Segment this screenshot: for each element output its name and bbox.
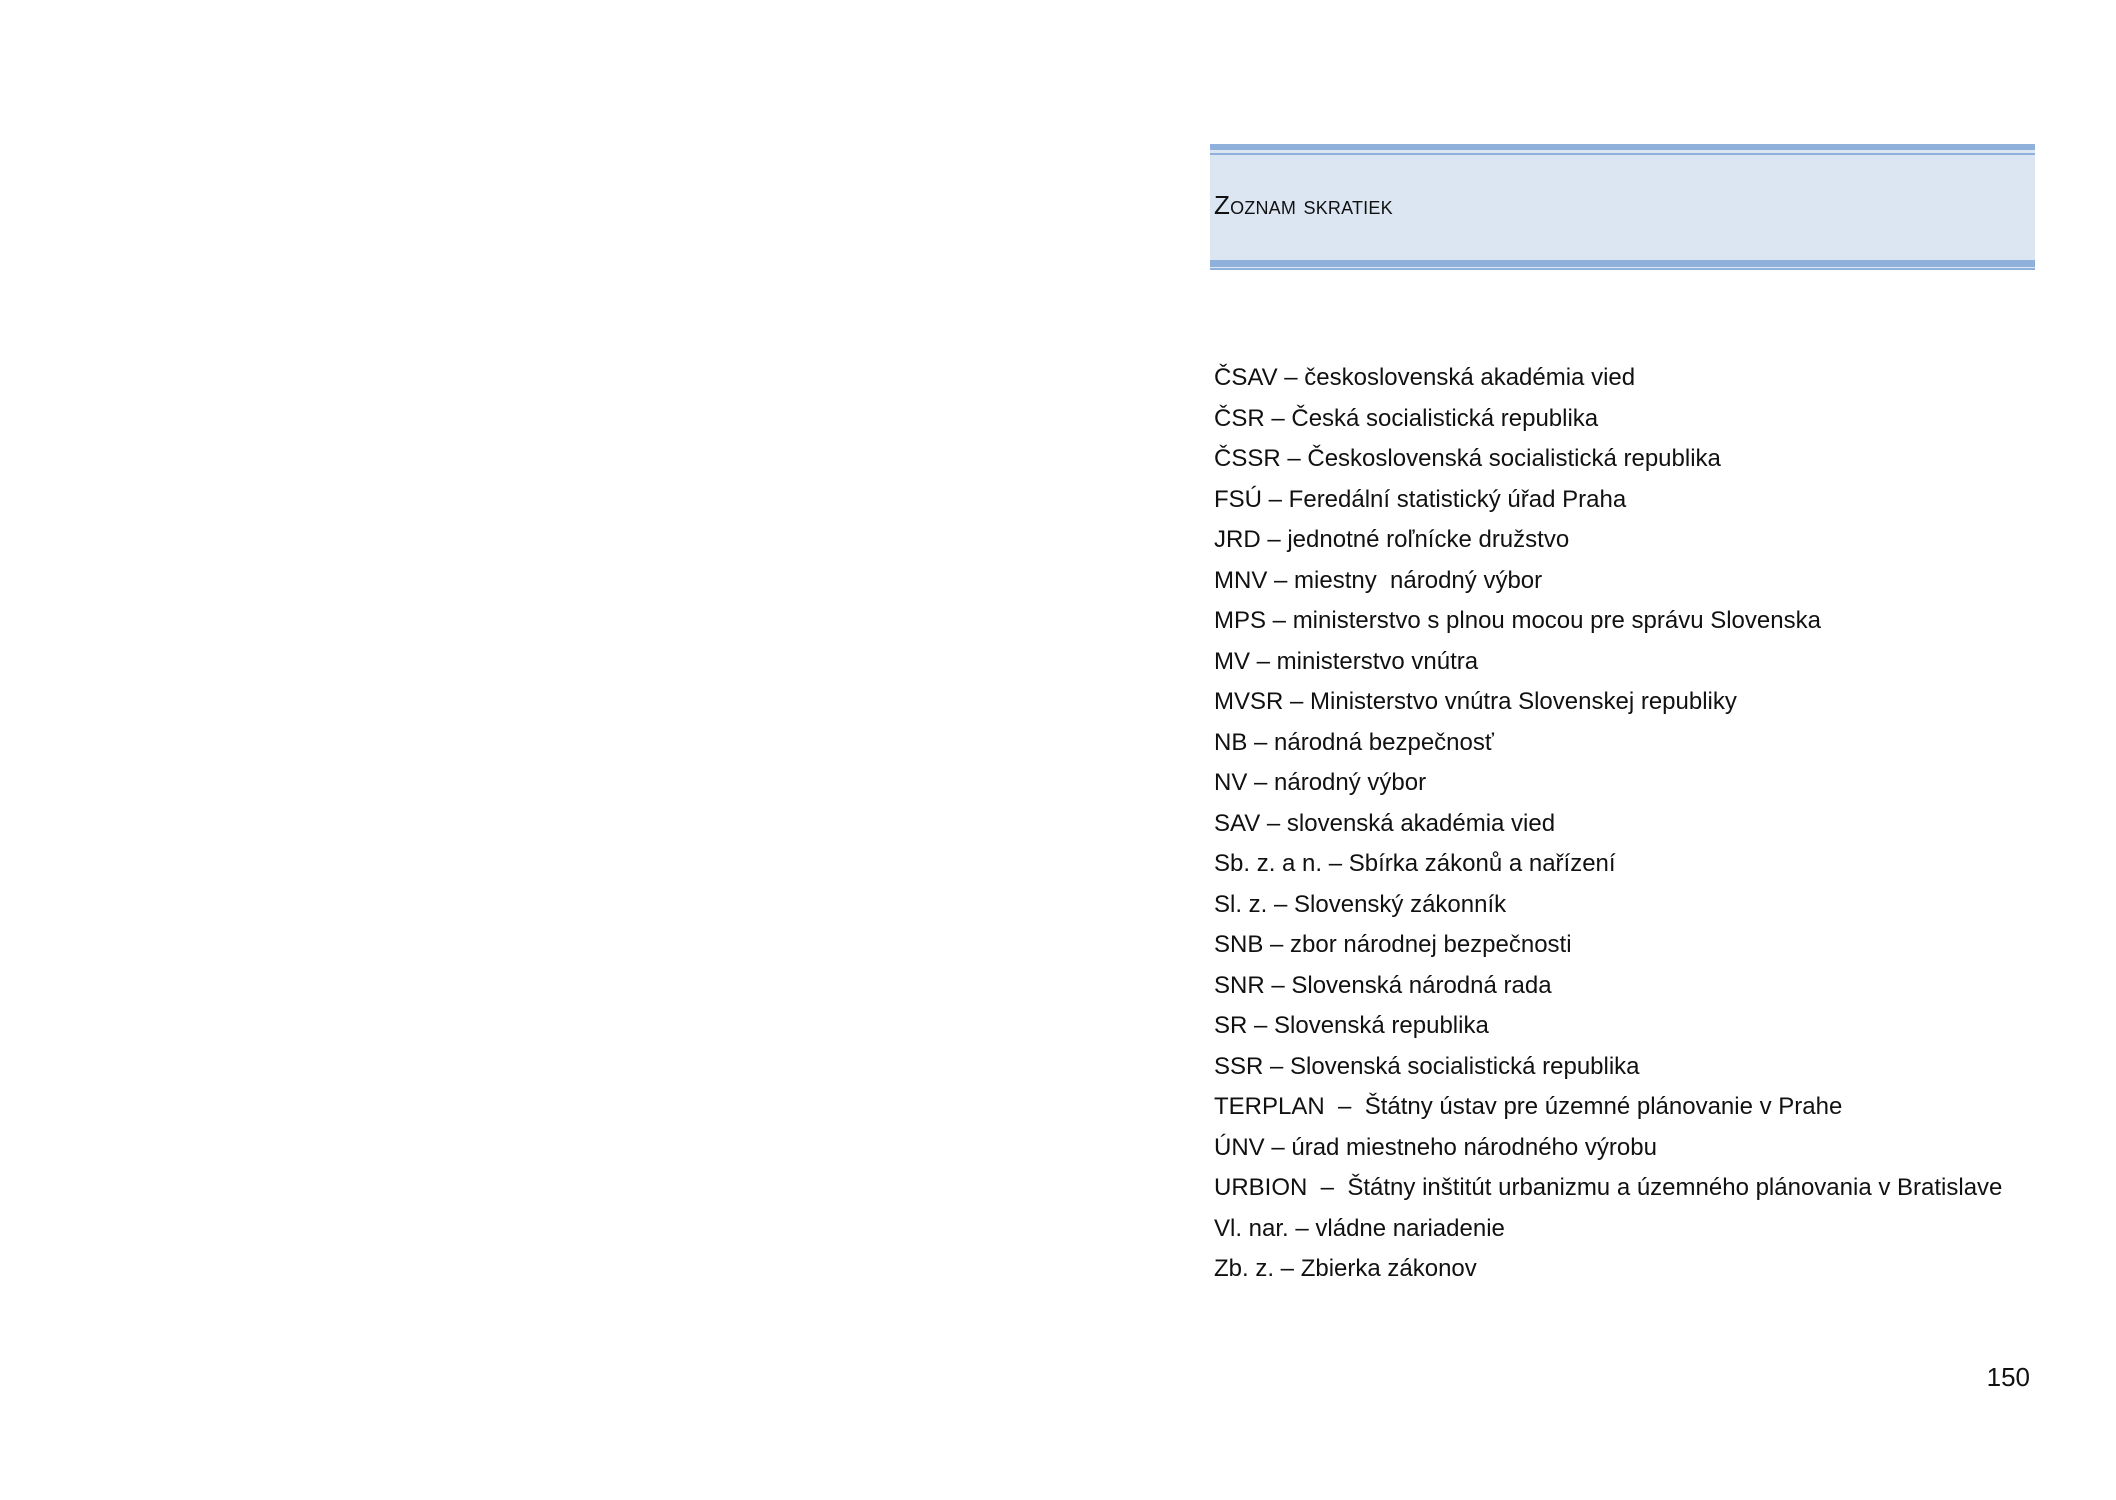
heading-bottom-rule (1210, 260, 2035, 267)
abbreviation-item: SAV – slovenská akadémia vied (1214, 809, 1556, 837)
heading-bottom-thin-rule (1210, 268, 2035, 270)
page-number: 150 (1986, 1362, 2030, 1392)
section-title: Zoznam skratiek (1214, 190, 1393, 220)
abbreviation-item: MPS – ministerstvo s plnou mocou pre správu Slovenska (1214, 607, 1821, 634)
abbreviation-item: ČSAV – československá akadémia vied (1214, 364, 1636, 391)
abbreviation-item: Vl. nar. – vládne nariadenie (1214, 1214, 1505, 1242)
abbreviation-item: SR – Slovenská republika (1214, 1012, 1489, 1039)
abbreviation-item: Sb. z. a n. – Sbírka zákonů a nařízení (1214, 850, 1616, 877)
heading-top-thin-rule (1210, 153, 2035, 155)
abbreviation-item: MVSR – Ministerstvo vnútra Slovenskej republiky (1214, 688, 1737, 715)
section-heading-box (1210, 144, 2035, 270)
abbreviation-item: MV – ministerstvo vnútra (1214, 647, 1479, 675)
abbreviation-item: JRD – jednotné roľnícke družstvo (1214, 526, 1570, 553)
abbreviation-item: Sl. z. – Slovenský zákonník (1214, 890, 1507, 918)
abbreviation-item: SSR – Slovenská socialistická republika (1214, 1052, 1640, 1080)
abbreviation-item: Zb. z. – Zbierka zákonov (1214, 1255, 1477, 1282)
abbreviation-item: NB – národná bezpečnosť (1214, 728, 1494, 756)
abbreviation-item: SNR – Slovenská národná rada (1214, 971, 1552, 999)
abbreviation-item: URBION – Štátny inštitút urbanizmu a územného plánovania v Bratislave (1214, 1174, 2003, 1201)
abbreviation-item: SNB – zbor národnej bezpečnosti (1214, 931, 1572, 958)
abbreviation-item: MNV – miestny národný výbor (1214, 566, 1543, 594)
abbreviation-item: TERPLAN – Štátny ústav pre územné plánovanie v Prahe (1214, 1093, 1843, 1120)
abbreviation-item: ČSSR – Československá socialistická republika (1214, 445, 1721, 472)
abbreviation-item: FSÚ – Feredální statistický úřad Praha (1214, 485, 1627, 513)
abbreviation-item: NV – národný výbor (1214, 769, 1427, 796)
abbreviation-item: ÚNV – úrad miestneho národného výrobu (1214, 1133, 1657, 1161)
abbreviation-list (1214, 358, 2034, 1290)
abbreviation-item: ČSR – Česká socialistická republika (1214, 404, 1599, 432)
heading-top-rule (1210, 144, 2035, 150)
